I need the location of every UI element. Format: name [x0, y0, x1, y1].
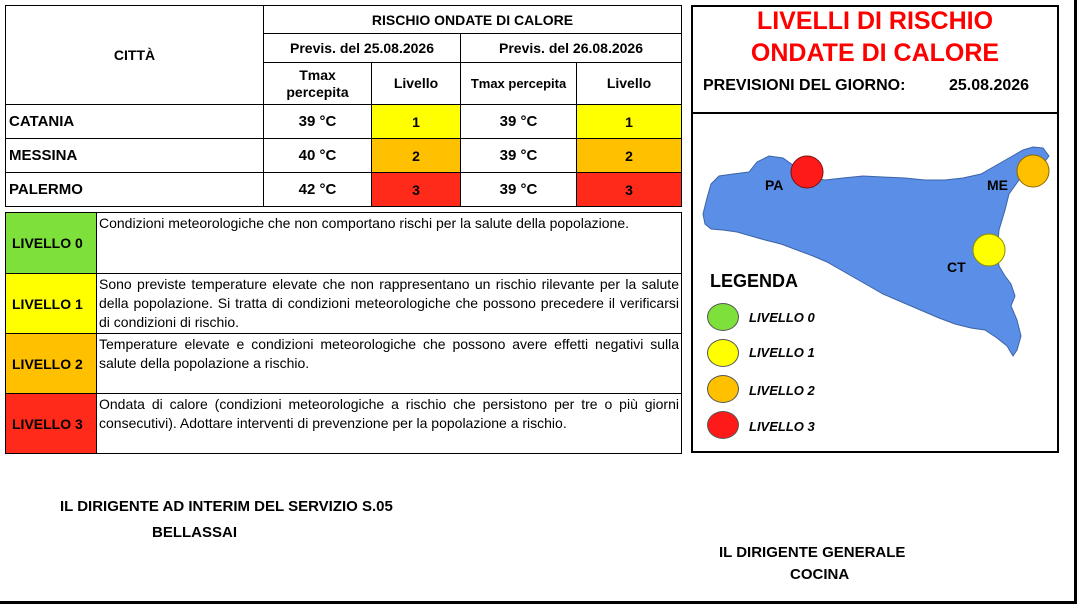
level-header-2: Livello — [577, 63, 682, 105]
level-value: 1 — [577, 105, 682, 139]
panel-header — [693, 7, 1057, 114]
tmax-value: 39 °C — [461, 105, 577, 139]
level-0-description: Condizioni meteorologiche che non comportano rischi per la salute della popolazione. — [97, 213, 682, 274]
level-1-label: LIVELLO 1 — [6, 274, 97, 334]
left-signature-title: IL DIRIGENTE AD INTERIM DEL SERVIZIO S.05 — [60, 498, 393, 515]
legend-level-1-label: LIVELLO 1 — [749, 345, 815, 360]
table-row — [6, 173, 682, 207]
tmax-value: 39 °C — [461, 139, 577, 173]
level-value: 1 — [372, 105, 461, 139]
level-description-table — [5, 212, 682, 454]
tmax-header-2: Tmax percepita — [461, 63, 577, 105]
level-2-description: Temperature elevate e condizioni meteorologiche che possono avere effetti negativi sulla salute della popolazione a rischio. — [97, 334, 682, 394]
list-item — [6, 213, 682, 274]
tmax-header-1: Tmax percepita — [264, 63, 372, 105]
catania-risk-marker — [973, 234, 1005, 266]
tmax-value: 39 °C — [461, 173, 577, 207]
table-row — [6, 139, 682, 173]
legend-level-3-label: LIVELLO 3 — [749, 419, 815, 434]
forecast-date-2: Previs. del 26.08.2026 — [461, 34, 682, 63]
risk-map-panel — [691, 5, 1059, 453]
forecast-date-1: Previs. del 25.08.2026 — [264, 34, 461, 63]
level-3-label: LIVELLO 3 — [6, 394, 97, 454]
tmax-value: 40 °C — [264, 139, 372, 173]
city-column-header: CITTÀ — [6, 6, 264, 105]
panel-title-line-2: ONDATE DI CALORE — [750, 39, 1000, 67]
right-signature-title: IL DIRIGENTE GENERALE — [719, 544, 906, 561]
level-0-label: LIVELLO 0 — [6, 213, 97, 274]
legend-level-1-swatch — [707, 339, 739, 367]
table-title: RISCHIO ONDATE DI CALORE — [264, 6, 682, 34]
level-2-label: LIVELLO 2 — [6, 334, 97, 394]
legend-level-2-swatch — [707, 375, 739, 403]
map-label-pa: PA — [765, 177, 784, 193]
legend-level-0-label: LIVELLO 0 — [749, 310, 815, 325]
left-signature-name: BELLASSAI — [152, 524, 238, 541]
level-header-1: Livello — [372, 63, 461, 105]
level-value: 3 — [577, 173, 682, 207]
legend-level-3-swatch — [707, 411, 739, 439]
legend-level-0-swatch — [707, 303, 739, 331]
panel-title-line-1: LIVELLI DI RISCHIO — [756, 7, 994, 35]
map-label-ct: CT — [947, 259, 966, 275]
tmax-value: 42 °C — [264, 173, 372, 207]
city-name: PALERMO — [6, 173, 264, 207]
level-3-description: Ondata di calore (condizioni meteorologiche a rischio che persistono per tre o più giorni consecutivi). Adottare interventi di prevenzione per la popolazione a rischio. — [97, 394, 682, 454]
forecast-day-date: 25.08.2026 — [949, 77, 1030, 94]
city-name: CATANIA — [6, 105, 264, 139]
forecast-day-label: PREVISIONI DEL GIORNO: — [703, 77, 906, 94]
table-row — [6, 105, 682, 139]
sicily-map — [693, 114, 1057, 364]
level-value: 2 — [577, 139, 682, 173]
legend-level-2-label: LIVELLO 2 — [749, 383, 815, 398]
map-label-me: ME — [987, 177, 1008, 193]
palermo-risk-marker — [791, 156, 823, 188]
list-item — [6, 394, 682, 454]
legend-title: LEGENDA — [710, 271, 799, 291]
list-item — [6, 274, 682, 334]
level-value: 3 — [372, 173, 461, 207]
messina-risk-marker — [1017, 155, 1049, 187]
risk-table — [5, 5, 682, 207]
list-item — [6, 334, 682, 394]
city-name: MESSINA — [6, 139, 264, 173]
right-signature-name: COCINA — [790, 566, 850, 583]
level-value: 2 — [372, 139, 461, 173]
level-1-description: Sono previste temperature elevate che non rappresentano un rischio rilevante per la salute della popolazione. Si tratta di condizioni meteorologiche che possono precedere il verificarsi di condizioni di rischio. — [97, 274, 682, 334]
tmax-value: 39 °C — [264, 105, 372, 139]
